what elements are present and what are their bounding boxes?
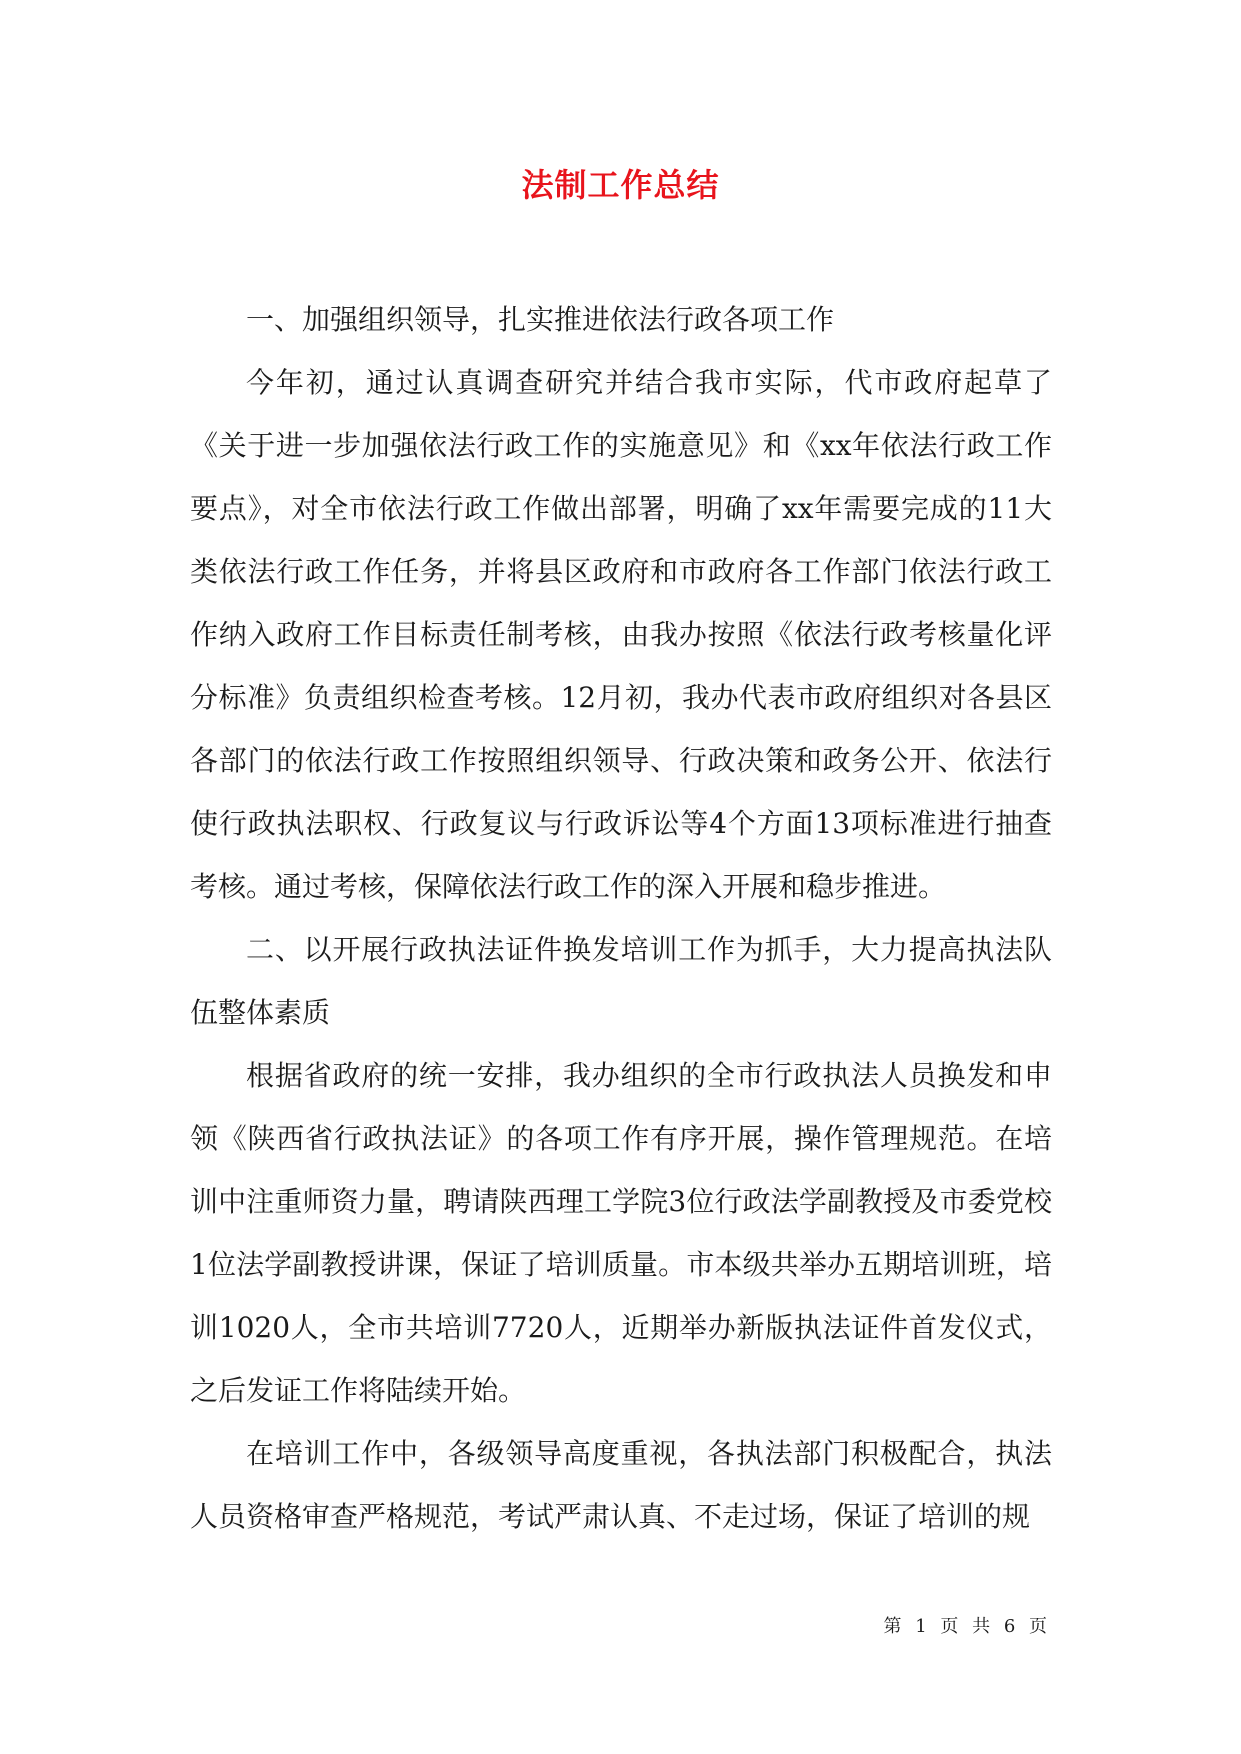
paragraph-1: 今年初，通过认真调查研究并结合我市实际，代市政府起草了《关于进一步加强依法行政工作的实施意见》和《xx年依法行政工作要点》，对全市依法行政工作做出部署，明确了xx年需要完成的11大类依法行政工作任务，并将县区政府和市政府各工作部门依法行政工作纳入政府工作目标责任制考核，由我办按照《依法行政考核量化评分标准》负责组织检查考核。12月初，我办代表市政府组织对各县区各部门的依法行政工作按照组织领导、行政决策和政务公开、依法行使行政执法职权、行政复议与行政诉讼等4个方面13项标准进行抽查考核。通过考核，保障依法行政工作的深入开展和稳步推进。 [190, 366, 1052, 903]
paragraph-3: 在培训工作中，各级领导高度重视，各执法部门积极配合，执法人员资格审查严格规范，考试严肃认真、不走过场，保证了培训的规 [190, 1437, 1052, 1533]
document-body [190, 288, 1052, 1548]
document-title: 法制工作总结 [521, 166, 720, 204]
paragraph-2: 根据省政府的统一安排，我办组织的全市行政执法人员换发和申领《陕西省行政执法证》的各项工作有序开展，操作管理规范。在培训中注重师资力量，聘请陕西理工学院3位行政法学副教授及市委党校1位法学副教授讲课，保证了培训质量。市本级共举办五期培训班，培训1020人，全市共培训7720人，近期举办新版执法证件首发仪式，之后发证工作将陆续开始。 [190, 1059, 1052, 1407]
page-number-footer: 第 1 页 共 6 页 [883, 1616, 1051, 1637]
section-heading-2: 二、以开展行政执法证件换发培训工作为抓手，大力提高执法队伍整体素质 [190, 933, 1052, 1029]
section-heading-1: 一、加强组织领导，扎实推进依法行政各项工作 [246, 303, 835, 336]
